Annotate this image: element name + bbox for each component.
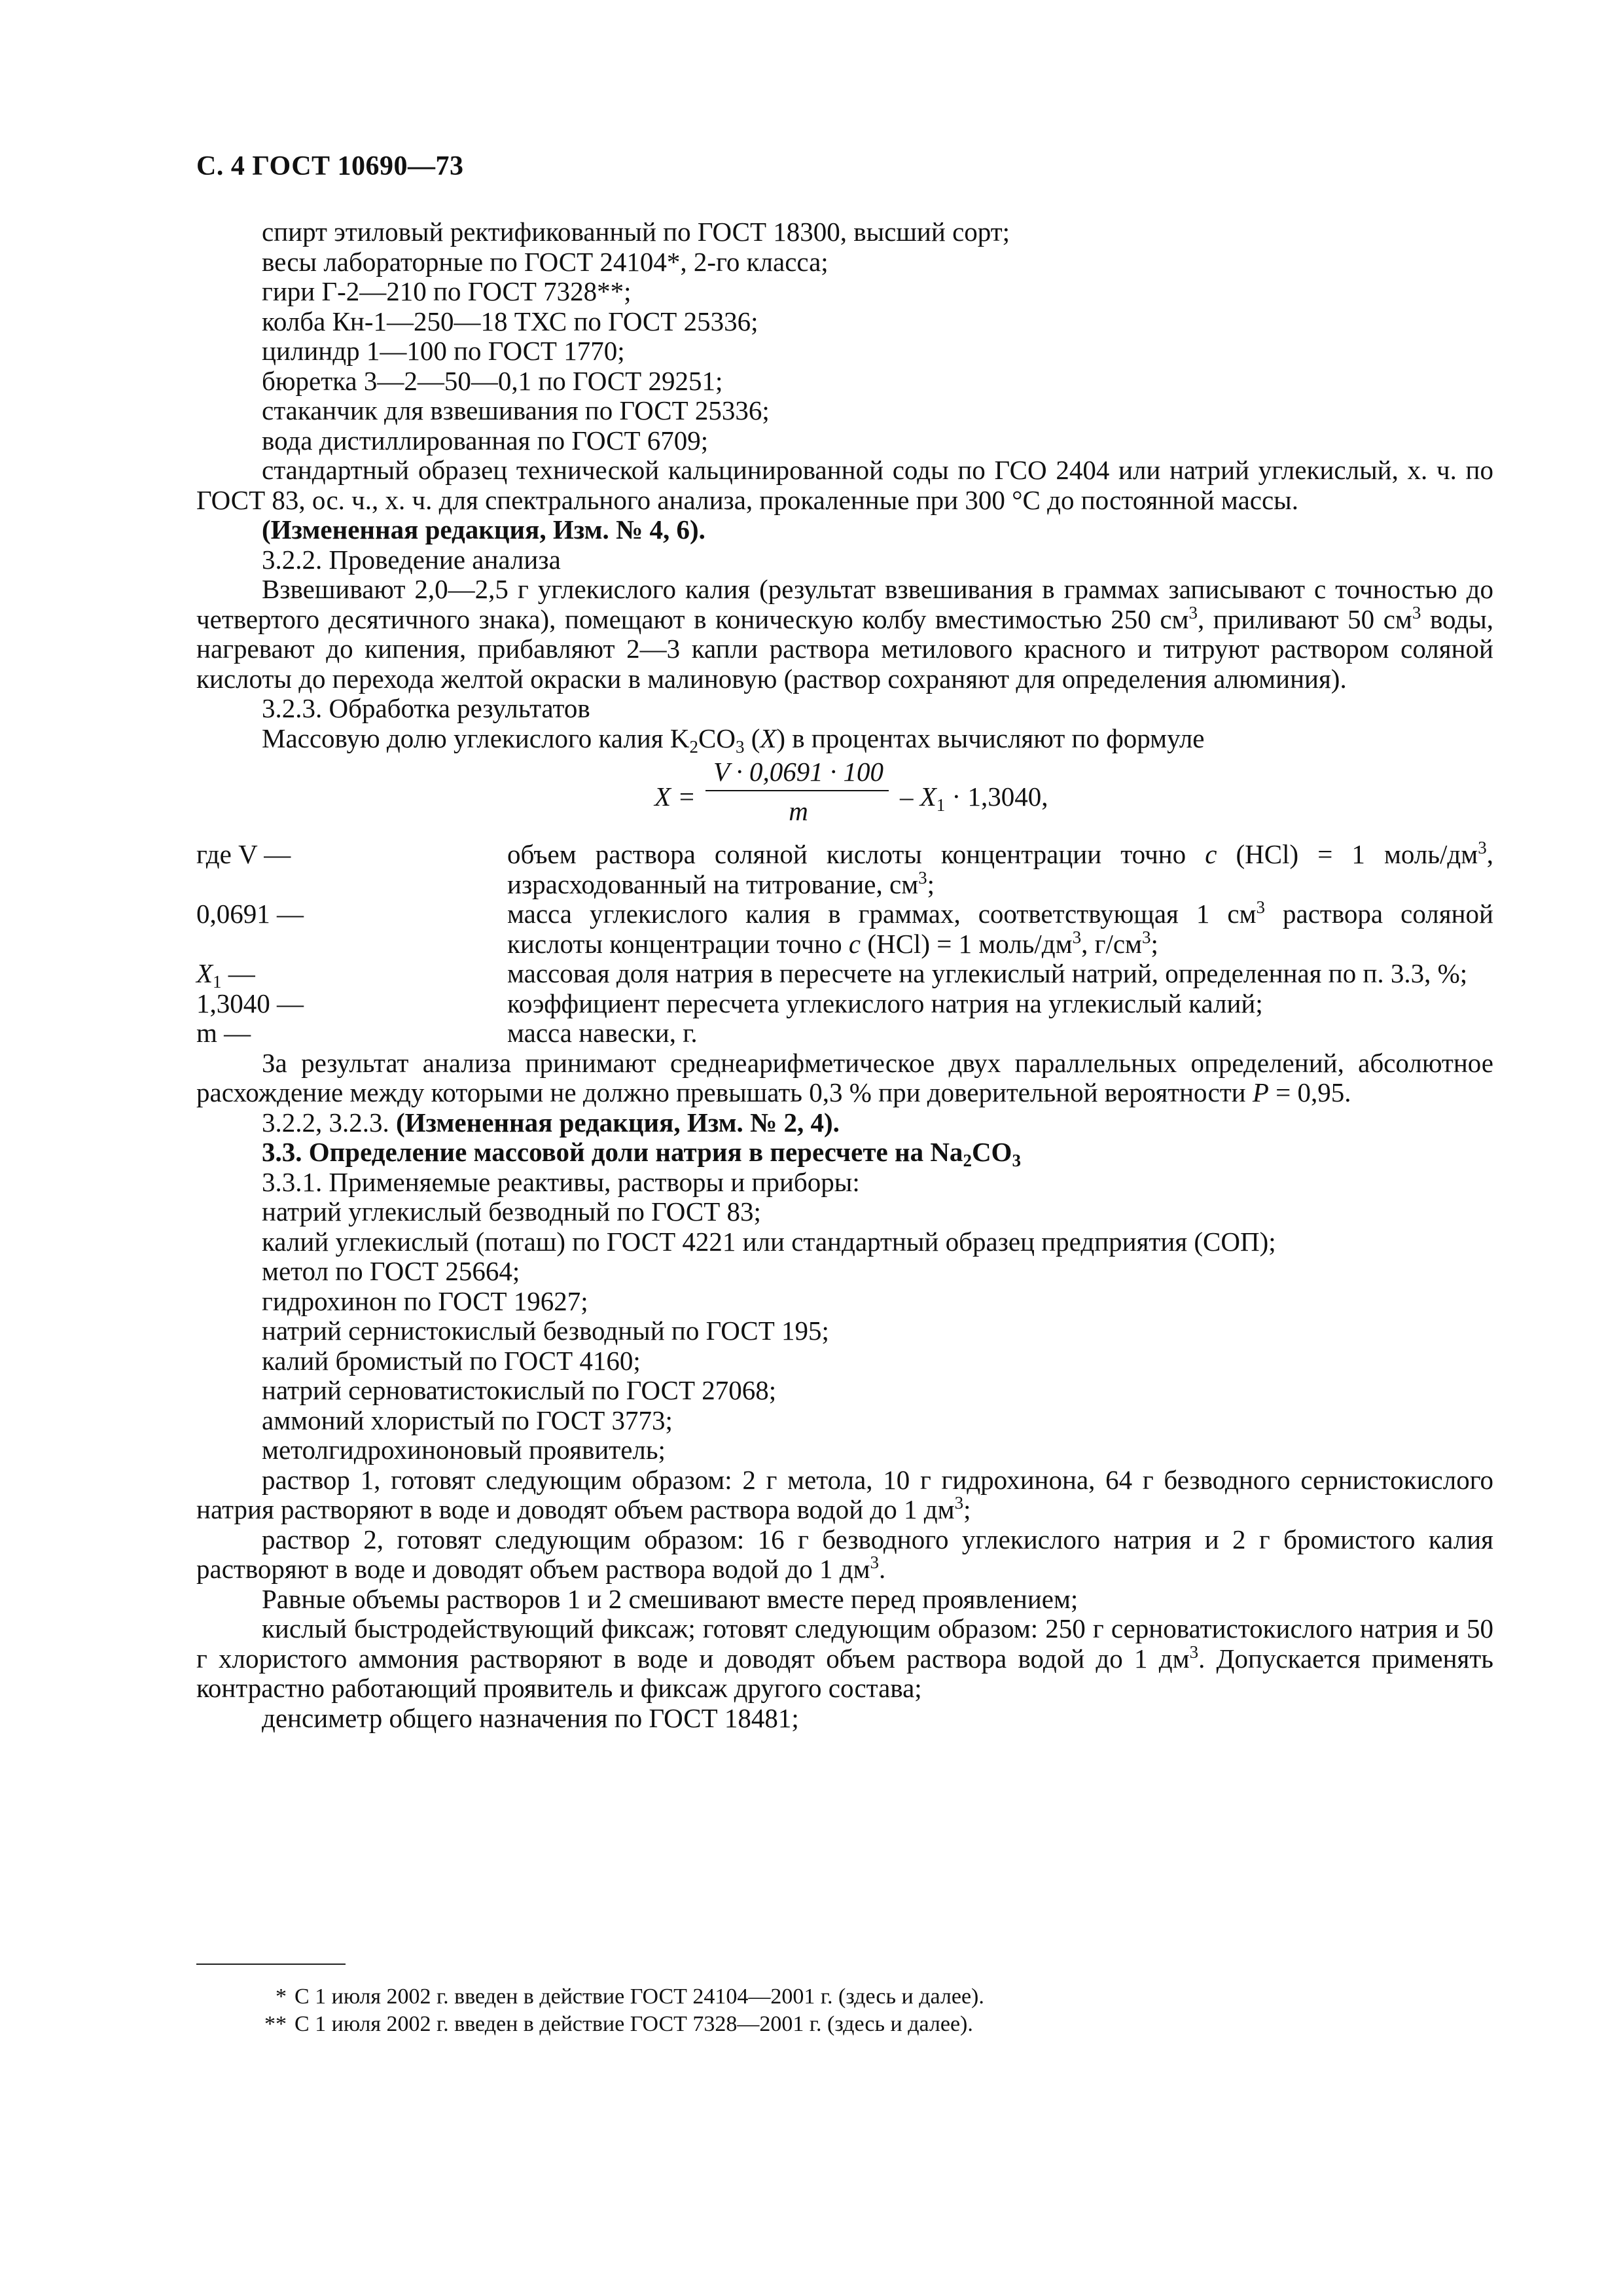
footnote-mark: * [276, 1984, 287, 2009]
list-item: колба Кн-1—250—18 ТХС по ГОСТ 25336; [262, 306, 758, 336]
legend-term: 0,0691 — [196, 899, 304, 929]
formula-numerator: V · 0,0691 · 100 [713, 757, 884, 787]
legend-row-x1: $X_1$ — массовая доля натрия в пересчете на углекислый натрий, определенная по п. 3.3, %; [196, 958, 1468, 992]
formula-rhs: – $X_1 \cdot 1,3040$, [900, 781, 1048, 815]
equipment-list-a [196, 217, 1493, 456]
list-item: цилиндр 1—100 по ГОСТ 1770; [262, 336, 625, 366]
section-3-3-heading: 3.3. Определение массовой доли натрия в пересчете на $Na_2CO_3$ [262, 1137, 1021, 1170]
formula-denominator: m [789, 796, 808, 826]
solution-2-paragraph: раствор 2, готовят следующим образом: 16 г безводного углекислого натрия и 2 г бромистого калия растворяют в воде и доводят объем раствора водой до 1 $дм^3$. [196, 1524, 1493, 1584]
formula [196, 756, 1493, 833]
section-3-2-2-heading: 3.2.2. Проведение анализа [262, 544, 561, 575]
list-item: гири Г-2—210 по ГОСТ 7328**; [262, 276, 632, 306]
result-paragraph: За результат анализа принимают среднеарифметическое двух параллельных определений, абсолютное расхождение между которыми не должно превышать 0,3 % при доверительной вероятности P = 0,95. [196, 1047, 1493, 1107]
legend-term: $X_1$ — [196, 958, 255, 992]
section-3-2-2-text: Взвешивают 2,0—2,5 г углекислого калия (результат взвешивания в граммах записывают с точностью до четвертого десятичного знака), помещают в коническую колбу вместимостью 250 $см^3$, приливают 50 $см^3$ воды, нагревают до кипения, прибавляют 2—3 капли раствора метилового красного и титруют раствором соляной кислоты до перехода желтой окраски в малиновую (раствор сохраняют для определения алюминия). [196, 574, 1493, 694]
list-item: метол по ГОСТ 25664; [262, 1256, 520, 1286]
list-item: спирт этиловый ректификованный по ГОСТ 18300, высший сорт; [262, 217, 1010, 247]
legend-term: m — [196, 1018, 251, 1048]
legend-row-m: m — масса навески, г. [196, 1018, 698, 1048]
list-item: гидрохинон по ГОСТ 19627; [262, 1285, 588, 1316]
list-item: калий углекислый (поташ) по ГОСТ 4221 или стандартный образец предприятия (СОП); [262, 1226, 1276, 1257]
legend-row-13040: 1,3040 — коэффициент пересчета углекислого натрия на углекислый калий; [196, 988, 1263, 1018]
reagents-list-b [196, 1197, 1493, 1465]
list-item: натрий углекислый безводный по ГОСТ 83; [262, 1196, 761, 1227]
section-3-3-1-heading: 3.3.1. Применяемые реактивы, растворы и приборы: [262, 1166, 860, 1197]
page-header: С. 4 ГОСТ 10690—73 [196, 151, 464, 181]
densimeter-paragraph: денсиметр общего назначения по ГОСТ 18481; [262, 1702, 799, 1733]
legend-term: где V — [196, 839, 291, 869]
standard-sample-paragraph: стандартный образец технической кальцинированной соды по ГСО 2404 или натрий углекислый, х. ч. по ГОСТ 83, ос. ч., х. ч. для спектрального анализа, прокаленные при 300 °С до постоянной массы. [196, 455, 1493, 515]
edit-note-2: 3.2.2, 3.2.3. (Измененная редакция, Изм. № 2, 4). [262, 1107, 840, 1138]
footnotes [196, 1983, 1440, 2038]
page-content [196, 217, 1493, 1733]
formula-lhs: X = [654, 781, 696, 812]
list-item: метолгидрохиноновый проявитель; [262, 1435, 666, 1465]
footnote-text: С 1 июля 2002 г. введен в действие ГОСТ 24104—2001 г. (здесь и далее). [294, 1984, 984, 2009]
section-3-2-3-text: Массовую долю углекислого калия $K_2CO_3$ (X) в процентах вычисляют по формуле [262, 723, 1205, 757]
footnote-mark: ** [264, 2012, 287, 2036]
footnote-text: С 1 июля 2002 г. введен в действие ГОСТ 7328—2001 г. (здесь и далее). [294, 2012, 973, 2036]
list-item: стаканчик для взвешивания по ГОСТ 25336; [262, 395, 770, 425]
section-3-2-3-heading: 3.2.3. Обработка результатов [262, 693, 590, 723]
footnote [196, 2011, 1440, 2038]
formula-legend [196, 840, 1493, 1049]
edit-note-1: (Измененная редакция, Изм. № 4, 6). [262, 514, 705, 545]
list-item: калий бромистый по ГОСТ 4160; [262, 1345, 641, 1376]
list-item: аммоний хлористый по ГОСТ 3773; [262, 1405, 673, 1435]
equal-volumes-paragraph: Равные объемы растворов 1 и 2 смешивают вместе перед проявлением; [262, 1583, 1079, 1614]
legend-row-v: где V — объем раствора соляной кислоты концентрации точно c (HCl) = 1 моль/$дм^3$, израсходованный на титрование, $см^3$; [196, 838, 1493, 899]
legend-row-0691: 0,0691 — масса углекислого калия в граммах, соответствующая 1 $см^3$ раствора соляной кислоты концентрации точно c (HCl) = 1 моль/$дм^3$, $г/см^3$; [196, 897, 1493, 959]
list-item: вода дистиллированная по ГОСТ 6709; [262, 425, 709, 456]
fixer-paragraph: кислый быстродействующий фиксаж; готовят следующим образом: 250 г серноватистокислого натрия и 50 г хлористого аммония растворяют в воде и доводят объем раствора водой до 1 $дм^3$. Допускается применять контрастно работающий проявитель и фиксаж другого состава; [196, 1613, 1494, 1703]
fraction-bar [705, 790, 889, 791]
legend-term: 1,3040 — [196, 988, 304, 1018]
list-item: натрий сернистокислый безводный по ГОСТ 195; [262, 1316, 829, 1346]
footnote-divider [196, 1964, 346, 1965]
list-item: натрий серноватистокислый по ГОСТ 27068; [262, 1375, 777, 1405]
solution-1-paragraph: раствор 1, готовят следующим образом: 2 г метола, 10 г гидрохинона, 64 г безводного сернистокислого натрия растворяют в воде и доводят объем раствора водой до 1 $дм^3$; [196, 1464, 1493, 1524]
list-item: бюретка 3—2—50—0,1 по ГОСТ 29251; [262, 365, 723, 396]
footnote [196, 1983, 1440, 2011]
list-item: весы лабораторные по ГОСТ 24104*, 2-го класса; [262, 246, 829, 277]
